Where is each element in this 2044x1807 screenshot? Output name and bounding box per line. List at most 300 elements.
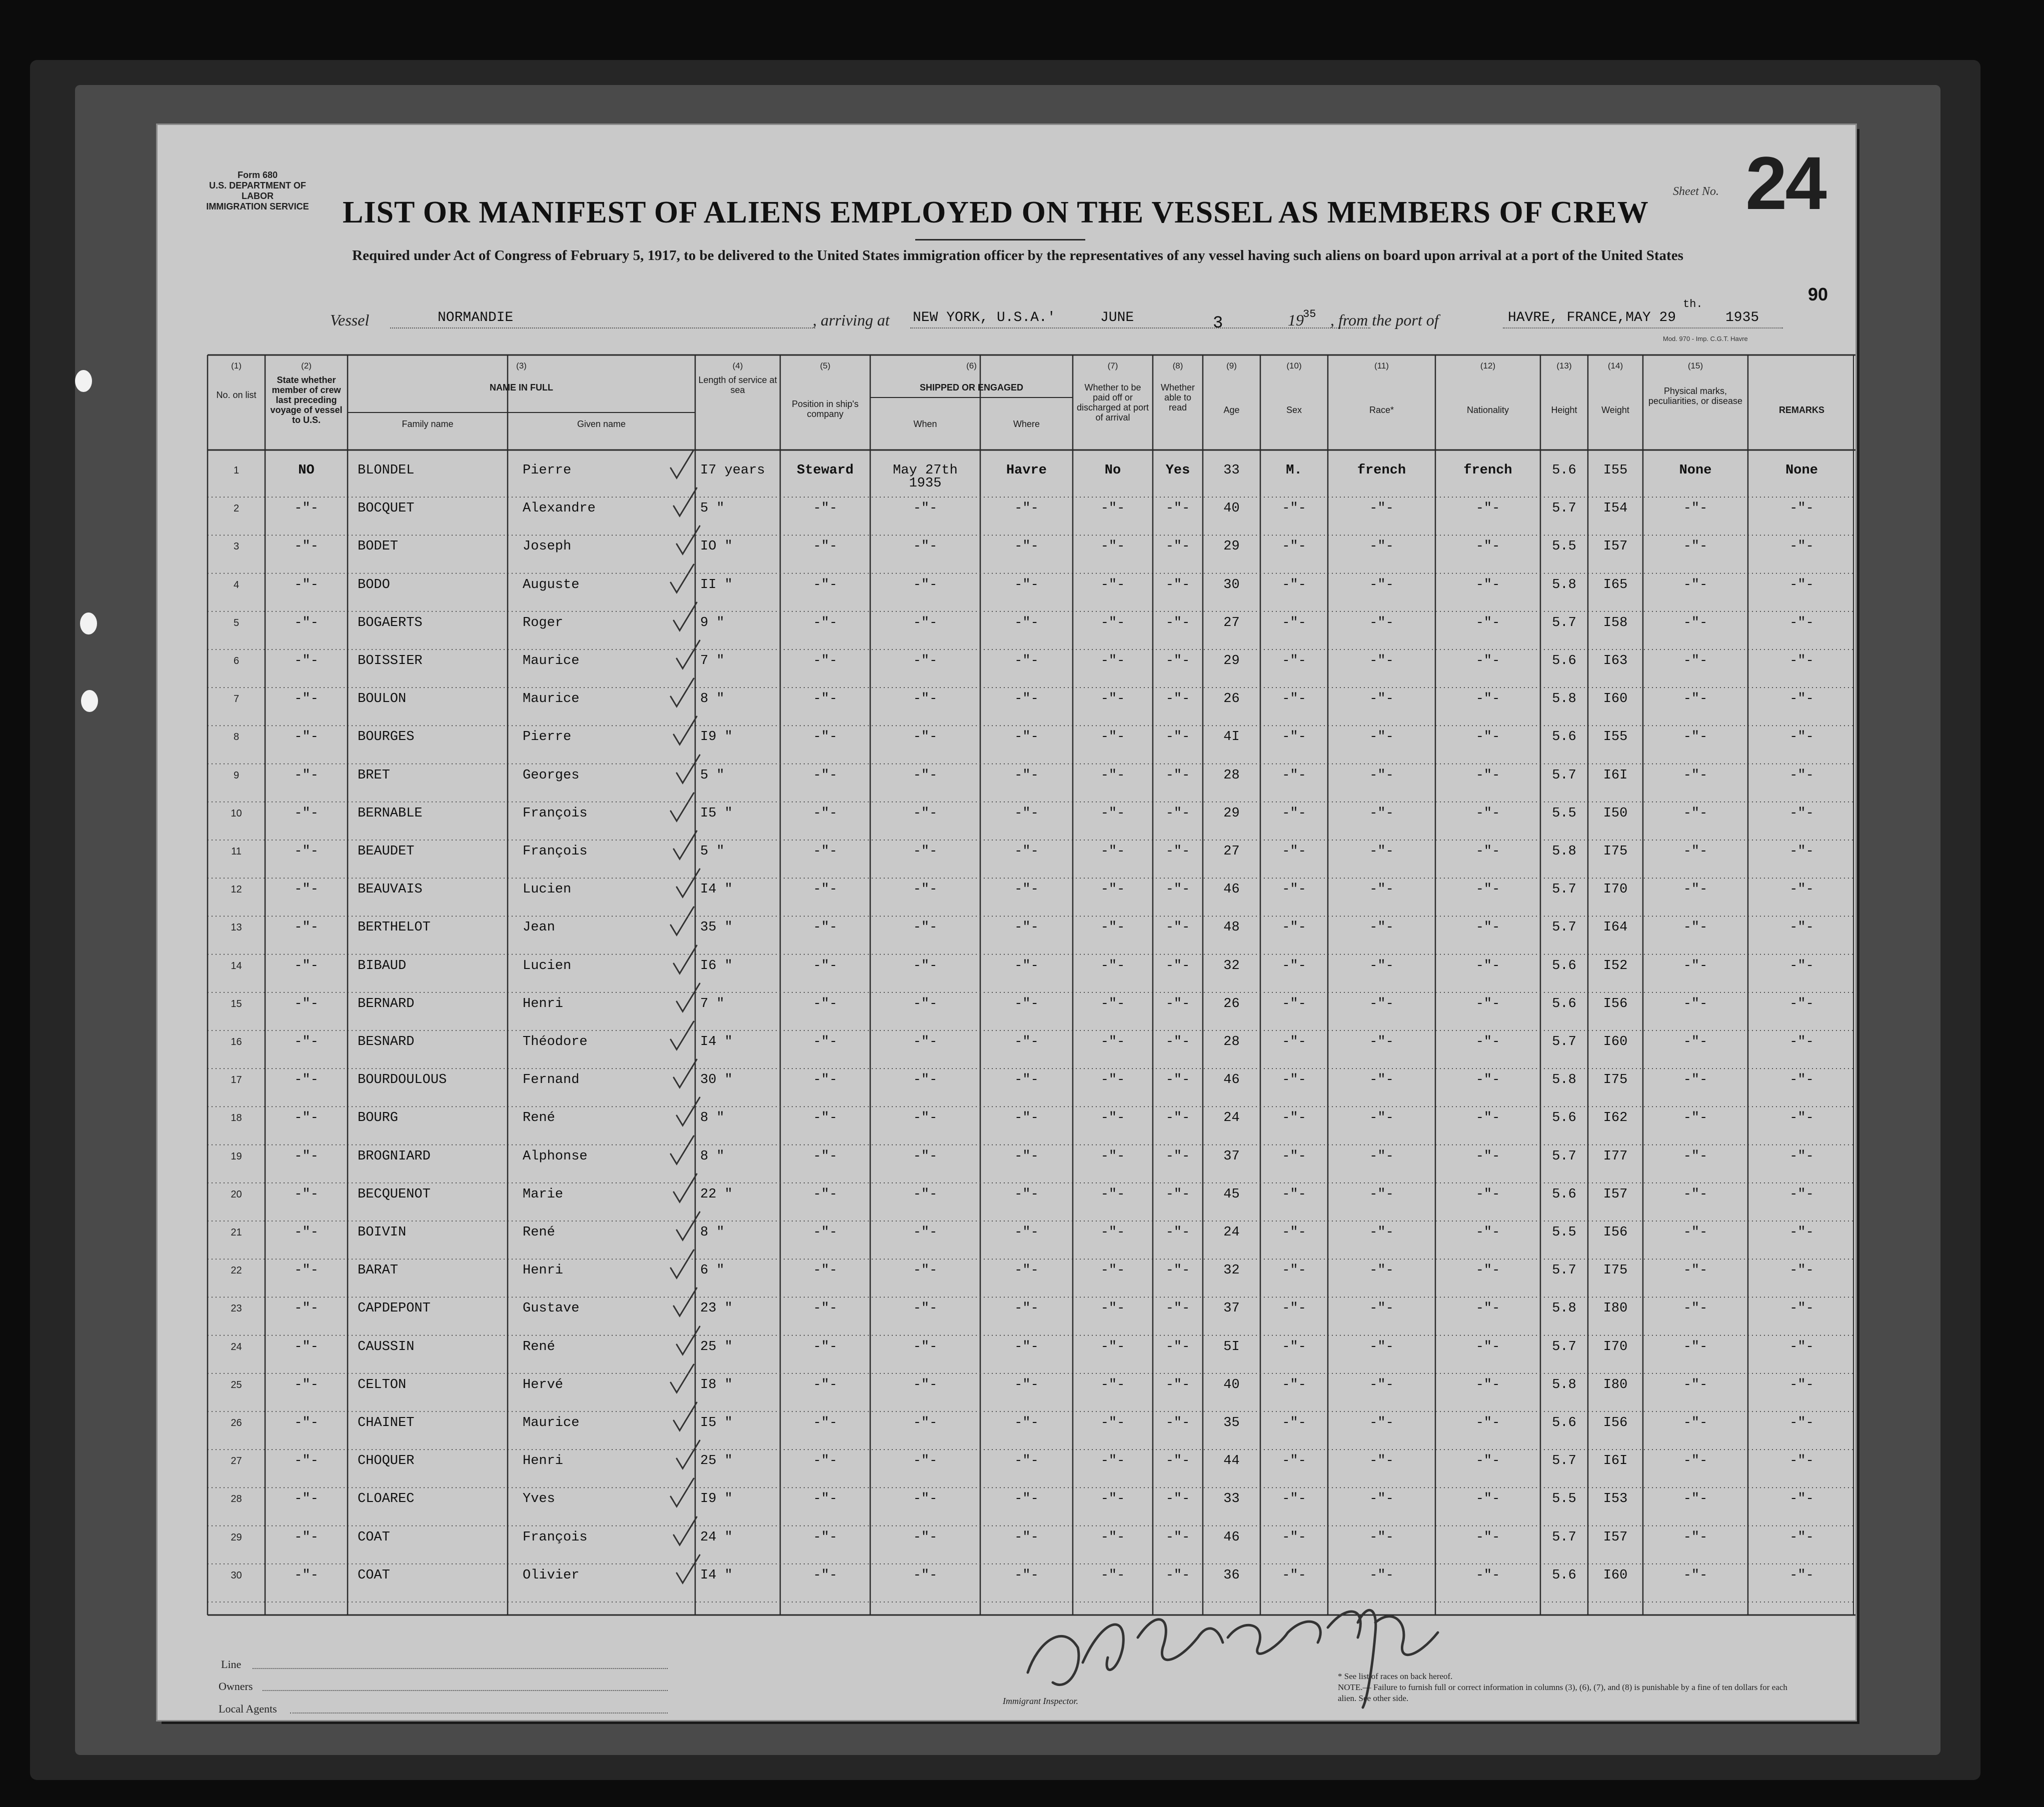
crew-previous-voyage: -"- xyxy=(294,844,319,859)
check-mark xyxy=(668,1476,698,1512)
paid-off: -"- xyxy=(1100,501,1125,516)
column-number-10: (10) xyxy=(1286,361,1302,370)
given-name: François xyxy=(523,844,588,859)
sex: -"- xyxy=(1282,730,1306,745)
crew-previous-voyage: -"- xyxy=(294,577,319,592)
check-mark xyxy=(668,1134,698,1169)
row-number: 27 xyxy=(231,1456,242,1467)
check-mark xyxy=(674,638,704,674)
able-to-read: -"- xyxy=(1165,692,1190,707)
sex: -"- xyxy=(1282,1034,1306,1050)
paid-off: -"- xyxy=(1100,1148,1125,1164)
family-name: BOIVIN xyxy=(358,1225,407,1240)
paid-off: -"- xyxy=(1100,806,1125,821)
length-of-service: II " xyxy=(700,577,733,592)
paid-off: -"- xyxy=(1100,539,1125,554)
column-number-7: (7) xyxy=(1107,361,1118,370)
height: 5.7 xyxy=(1552,768,1576,783)
engaged-where: -"- xyxy=(1014,1416,1039,1430)
able-to-read: -"- xyxy=(1165,615,1190,630)
header-shipped-or-engaged: SHIPPED OR ENGAGED xyxy=(919,382,1024,392)
footer-agents-rule xyxy=(290,1712,668,1714)
family-name: BLONDEL xyxy=(358,463,415,478)
race: -"- xyxy=(1369,996,1394,1012)
physical-marks: -"- xyxy=(1683,1568,1708,1583)
engaged-where: -"- xyxy=(1014,806,1039,821)
physical-marks: -"- xyxy=(1683,1110,1708,1126)
remarks: -"- xyxy=(1789,1225,1814,1240)
able-to-read: -"- xyxy=(1165,844,1190,859)
engaged-where: -"- xyxy=(1014,615,1039,630)
row-number: 30 xyxy=(231,1570,242,1581)
height: 5.6 xyxy=(1552,1416,1576,1430)
paid-off: -"- xyxy=(1100,1377,1125,1392)
column-number-11: (11) xyxy=(1374,361,1389,370)
page-count: 90 xyxy=(1808,284,1828,304)
weight: I55 xyxy=(1603,730,1628,745)
remarks: -"- xyxy=(1789,920,1814,936)
engaged-when: -"- xyxy=(913,1263,938,1278)
departure-date-suffix: th. xyxy=(1683,298,1703,310)
crew-previous-voyage: NO xyxy=(298,463,315,478)
row-number: 29 xyxy=(231,1532,242,1543)
check-mark xyxy=(671,1400,701,1436)
check-mark xyxy=(671,944,701,978)
length-of-service: I6 " xyxy=(700,958,733,974)
length-of-service: 30 " xyxy=(700,1072,733,1088)
remarks: -"- xyxy=(1789,1301,1814,1316)
row-number: 3 xyxy=(233,541,240,552)
given-name: Théodore xyxy=(523,1034,588,1050)
crew-previous-voyage: -"- xyxy=(294,1034,319,1050)
physical-marks: -"- xyxy=(1683,882,1708,898)
able-to-read: -"- xyxy=(1165,1072,1190,1088)
engaged-when: -"- xyxy=(913,1568,938,1583)
row-number: 22 xyxy=(231,1265,242,1276)
engaged-when: -"- xyxy=(913,1377,938,1392)
paid-off: -"- xyxy=(1100,1186,1125,1202)
row-number: 11 xyxy=(231,846,242,857)
crew-previous-voyage: -"- xyxy=(294,692,319,707)
nationality: -"- xyxy=(1475,1110,1500,1126)
weight: I80 xyxy=(1603,1301,1628,1316)
race: -"- xyxy=(1369,730,1394,745)
age: 36 xyxy=(1223,1568,1240,1583)
sex: -"- xyxy=(1282,1148,1306,1164)
arrival-month: JUNE xyxy=(1100,310,1134,326)
engaged-where: -"- xyxy=(1014,1454,1039,1469)
length-of-service: 8 " xyxy=(700,1148,725,1164)
family-name: BOURG xyxy=(358,1110,399,1126)
length-of-service: 24 " xyxy=(700,1530,733,1545)
crew-previous-voyage: -"- xyxy=(294,1186,319,1202)
sex: -"- xyxy=(1282,1568,1306,1583)
remarks: -"- xyxy=(1789,1072,1814,1088)
age: 5I xyxy=(1223,1339,1240,1354)
header-nationality: Nationality xyxy=(1466,405,1509,415)
sex: -"- xyxy=(1282,1339,1306,1354)
race: -"- xyxy=(1369,577,1394,592)
paid-off: -"- xyxy=(1100,654,1125,668)
height: 5.6 xyxy=(1552,1110,1576,1126)
remarks: -"- xyxy=(1789,1110,1814,1126)
engaged-when: -"- xyxy=(913,539,938,554)
paid-off: -"- xyxy=(1100,577,1125,592)
check-mark xyxy=(668,905,698,940)
age: 37 xyxy=(1223,1301,1240,1316)
sex: -"- xyxy=(1282,1225,1306,1240)
column-number-2: (2) xyxy=(301,361,312,370)
row-number: 15 xyxy=(231,998,242,1010)
given-name: Pierre xyxy=(523,463,572,478)
remarks: -"- xyxy=(1789,1416,1814,1430)
paid-off: -"- xyxy=(1100,1339,1125,1354)
length-of-service: I4 " xyxy=(700,1034,733,1050)
race: -"- xyxy=(1369,1339,1394,1354)
paid-off: -"- xyxy=(1100,1072,1125,1088)
age: 27 xyxy=(1223,615,1240,630)
height: 5.7 xyxy=(1552,501,1576,516)
crew-previous-voyage: -"- xyxy=(294,1225,319,1240)
height: 5.6 xyxy=(1552,730,1576,745)
able-to-read: -"- xyxy=(1165,1377,1190,1392)
row-number: 20 xyxy=(231,1188,242,1200)
position: -"- xyxy=(813,539,838,554)
engaged-where: -"- xyxy=(1014,1225,1039,1240)
row-number: 24 xyxy=(231,1341,242,1352)
sheet-label: Sheet No. xyxy=(1673,185,1719,198)
race: -"- xyxy=(1369,1530,1394,1545)
age: 44 xyxy=(1223,1454,1240,1469)
family-name: CELTON xyxy=(358,1377,407,1392)
engaged-where: -"- xyxy=(1014,1186,1039,1202)
remarks: -"- xyxy=(1789,958,1814,974)
engaged-when: -"- xyxy=(913,1186,938,1202)
race: -"- xyxy=(1369,1454,1394,1469)
sex: -"- xyxy=(1282,1377,1306,1392)
physical-marks: -"- xyxy=(1683,768,1708,783)
physical-marks: None xyxy=(1679,463,1712,478)
nationality: -"- xyxy=(1475,1148,1500,1164)
height: 5.6 xyxy=(1552,654,1576,668)
weight: I56 xyxy=(1603,996,1628,1012)
check-mark xyxy=(668,448,698,483)
given-name: Olivier xyxy=(523,1568,580,1583)
engaged-where: -"- xyxy=(1014,577,1039,592)
position: -"- xyxy=(813,920,838,936)
position: -"- xyxy=(813,1072,838,1088)
position: -"- xyxy=(813,768,838,783)
family-name: BEAUDET xyxy=(358,844,415,859)
engaged-when: -"- xyxy=(913,577,938,592)
header-crew-previous-voyage: State whether member of crew last preceding voyage of vessel to U.S. xyxy=(270,375,343,425)
engaged-when: -"- xyxy=(913,1034,938,1050)
position: -"- xyxy=(813,692,838,707)
given-name: Alphonse xyxy=(523,1148,588,1164)
crew-previous-voyage: -"- xyxy=(294,996,319,1012)
length-of-service: 7 " xyxy=(700,996,725,1012)
row-number: 4 xyxy=(233,579,240,590)
engaged-when: -"- xyxy=(913,958,938,974)
form-service: IMMIGRATION SERVICE xyxy=(206,202,309,212)
nationality: -"- xyxy=(1475,958,1500,974)
able-to-read: -"- xyxy=(1165,1454,1190,1469)
crew-previous-voyage: -"- xyxy=(294,958,319,974)
engaged-when: -"- xyxy=(913,1301,938,1316)
given-name: Pierre xyxy=(523,730,572,745)
footer-line-rule xyxy=(253,1668,668,1669)
race: -"- xyxy=(1369,692,1394,707)
engaged-when: -"- xyxy=(913,996,938,1012)
engaged-when: -"- xyxy=(913,1530,938,1545)
crew-previous-voyage: -"- xyxy=(294,1110,319,1126)
nationality: -"- xyxy=(1475,730,1500,745)
able-to-read: -"- xyxy=(1165,1034,1190,1050)
engaged-where: Havre xyxy=(1006,463,1047,478)
nationality: -"- xyxy=(1475,806,1500,821)
height: 5.7 xyxy=(1552,920,1576,936)
check-mark xyxy=(674,982,704,1016)
weight: I65 xyxy=(1603,577,1628,592)
physical-marks: -"- xyxy=(1683,539,1708,554)
able-to-read: -"- xyxy=(1165,882,1190,898)
paid-off: -"- xyxy=(1100,996,1125,1012)
nationality: -"- xyxy=(1475,1072,1500,1088)
length-of-service: I4 " xyxy=(700,1568,733,1583)
nationality: -"- xyxy=(1475,768,1500,783)
length-of-service: I7 years xyxy=(700,463,765,478)
family-name: BODET xyxy=(358,539,399,554)
sex: -"- xyxy=(1282,806,1306,821)
length-of-service: I4 " xyxy=(700,882,733,898)
remarks: -"- xyxy=(1789,1034,1814,1050)
row-number: 1 xyxy=(233,465,240,476)
crew-previous-voyage: -"- xyxy=(294,768,319,783)
physical-marks: -"- xyxy=(1683,958,1708,974)
given-name: René xyxy=(523,1339,555,1354)
race: -"- xyxy=(1369,1301,1394,1316)
engaged-when: -"- xyxy=(913,1416,938,1430)
check-mark xyxy=(674,867,704,902)
race: -"- xyxy=(1369,615,1394,630)
age: 30 xyxy=(1223,577,1240,592)
nationality: french xyxy=(1463,463,1512,478)
row-number: 25 xyxy=(231,1379,242,1390)
age: 29 xyxy=(1223,539,1240,554)
footer-owners-label: Owners xyxy=(219,1680,253,1692)
race: -"- xyxy=(1369,1110,1394,1126)
height: 5.5 xyxy=(1552,806,1576,821)
race: -"- xyxy=(1369,1072,1394,1088)
position: Steward xyxy=(797,463,854,478)
paid-off: -"- xyxy=(1100,1530,1125,1545)
race: -"- xyxy=(1369,1416,1394,1430)
position: -"- xyxy=(813,806,838,821)
position: -"- xyxy=(813,501,838,516)
race: -"- xyxy=(1369,501,1394,516)
physical-marks: -"- xyxy=(1683,501,1708,516)
able-to-read: -"- xyxy=(1165,1568,1190,1583)
length-of-service: 8 " xyxy=(700,692,725,707)
column-number-9: (9) xyxy=(1226,361,1237,370)
able-to-read: -"- xyxy=(1165,1492,1190,1507)
age: 46 xyxy=(1223,882,1240,898)
length-of-service: 5 " xyxy=(700,501,725,516)
family-name: CAPDEPONT xyxy=(358,1301,431,1316)
nationality: -"- xyxy=(1475,1530,1500,1545)
header-physical-marks: Physical marks, peculiarities, or disease xyxy=(1648,386,1743,406)
able-to-read: -"- xyxy=(1165,577,1190,592)
able-to-read: -"- xyxy=(1165,958,1190,974)
given-name: René xyxy=(523,1110,555,1126)
physical-marks: -"- xyxy=(1683,577,1708,592)
engaged-when: -"- xyxy=(913,844,938,859)
header-position: Position in ship's company xyxy=(792,399,859,419)
crew-previous-voyage: -"- xyxy=(294,1148,319,1164)
row-number: 28 xyxy=(231,1494,242,1505)
race: -"- xyxy=(1369,882,1394,898)
physical-marks: -"- xyxy=(1683,996,1708,1012)
race: -"- xyxy=(1369,768,1394,783)
family-name: BROGNIARD xyxy=(358,1148,431,1164)
engaged-where: -"- xyxy=(1014,692,1039,707)
engaged-where: -"- xyxy=(1014,1263,1039,1278)
nationality: -"- xyxy=(1475,1186,1500,1202)
position: -"- xyxy=(813,730,838,745)
position: -"- xyxy=(813,1377,838,1392)
able-to-read: -"- xyxy=(1165,1110,1190,1126)
crew-previous-voyage: -"- xyxy=(294,1072,319,1088)
check-mark xyxy=(674,1553,704,1588)
engaged-when: -"- xyxy=(913,806,938,821)
physical-marks: -"- xyxy=(1683,1263,1708,1278)
age: 33 xyxy=(1223,1492,1240,1507)
nationality: -"- xyxy=(1475,844,1500,859)
height: 5.5 xyxy=(1552,1225,1576,1240)
remarks: -"- xyxy=(1789,806,1814,821)
row-number: 7 xyxy=(233,694,240,705)
given-name: Roger xyxy=(523,615,564,630)
given-name: René xyxy=(523,1225,555,1240)
row-number: 13 xyxy=(231,922,242,934)
physical-marks: -"- xyxy=(1683,615,1708,630)
check-mark xyxy=(668,676,698,712)
family-name: BOCQUET xyxy=(358,501,415,516)
physical-marks: -"- xyxy=(1683,920,1708,936)
remarks: -"- xyxy=(1789,692,1814,707)
sex: -"- xyxy=(1282,1416,1306,1430)
position: -"- xyxy=(813,615,838,630)
age: 40 xyxy=(1223,1377,1240,1392)
remarks: -"- xyxy=(1789,844,1814,859)
remarks: -"- xyxy=(1789,996,1814,1012)
nationality: -"- xyxy=(1475,1492,1500,1507)
physical-marks: -"- xyxy=(1683,692,1708,707)
header-height: Height xyxy=(1551,405,1577,415)
nationality: -"- xyxy=(1475,539,1500,554)
height: 5.7 xyxy=(1552,1339,1576,1354)
height: 5.8 xyxy=(1552,844,1576,859)
check-mark xyxy=(671,600,701,636)
engaged-when: -"- xyxy=(913,615,938,630)
row-number: 23 xyxy=(231,1303,242,1314)
nationality: -"- xyxy=(1475,1377,1500,1392)
nationality: -"- xyxy=(1475,577,1500,592)
weight: I57 xyxy=(1603,1186,1628,1202)
crew-previous-voyage: -"- xyxy=(294,615,319,630)
position: -"- xyxy=(813,1225,838,1240)
position: -"- xyxy=(813,654,838,668)
arrival-day: 3 xyxy=(1213,314,1223,333)
departure-year: 1935 xyxy=(1725,310,1759,326)
race: -"- xyxy=(1369,844,1394,859)
height: 5.6 xyxy=(1552,1568,1576,1583)
sex: -"- xyxy=(1282,882,1306,898)
family-name: BARAT xyxy=(358,1263,399,1278)
crew-previous-voyage: -"- xyxy=(294,654,319,668)
check-mark xyxy=(674,524,704,559)
check-mark xyxy=(671,1515,701,1550)
remarks: -"- xyxy=(1789,1530,1814,1545)
check-mark xyxy=(674,1324,704,1360)
given-name: Marie xyxy=(523,1186,564,1202)
remarks: -"- xyxy=(1789,1454,1814,1469)
given-name: Maurice xyxy=(523,1416,580,1430)
given-name: François xyxy=(523,1530,588,1545)
engaged-where: -"- xyxy=(1014,1377,1039,1392)
engaged-where: -"- xyxy=(1014,1148,1039,1164)
check-mark xyxy=(668,1362,698,1398)
nationality: -"- xyxy=(1475,615,1500,630)
row-number: 10 xyxy=(231,808,242,819)
age: 45 xyxy=(1223,1186,1240,1202)
sex: -"- xyxy=(1282,920,1306,936)
row-number: 21 xyxy=(231,1227,242,1238)
header-where: Where xyxy=(1013,419,1040,429)
weight: I57 xyxy=(1603,539,1628,554)
engaged-when: -"- xyxy=(913,730,938,745)
length-of-service: I8 " xyxy=(700,1377,733,1392)
remarks: None xyxy=(1785,463,1818,478)
sheet-number: 24 xyxy=(1745,141,1825,225)
remarks: -"- xyxy=(1789,1568,1814,1583)
length-of-service: I5 " xyxy=(700,1416,733,1430)
age: 32 xyxy=(1223,958,1240,974)
crew-previous-voyage: -"- xyxy=(294,1416,319,1430)
height: 5.7 xyxy=(1552,1263,1576,1278)
engaged-where: -"- xyxy=(1014,882,1039,898)
paid-off: -"- xyxy=(1100,615,1125,630)
race: -"- xyxy=(1369,920,1394,936)
age: 29 xyxy=(1223,654,1240,668)
arriving-label: , arriving at xyxy=(813,311,890,329)
from-label: , from the port of xyxy=(1330,311,1439,329)
weight: I53 xyxy=(1603,1492,1628,1507)
sex: -"- xyxy=(1282,1454,1306,1469)
position: -"- xyxy=(813,1530,838,1545)
manifest-subtitle: Required under Act of Congress of February 5, 1917, to be delivered to the United States immigration officer by the representatives of any vessel having such aliens on board upon arrival at a port of the United States xyxy=(352,248,1683,264)
height: 5.7 xyxy=(1552,882,1576,898)
remarks: -"- xyxy=(1789,1377,1814,1392)
engaged-year: 1935 xyxy=(909,476,942,491)
column-number-4: (4) xyxy=(732,361,743,370)
length-of-service: 6 " xyxy=(700,1263,725,1278)
age: 40 xyxy=(1223,501,1240,516)
race: -"- xyxy=(1369,1492,1394,1507)
sex: -"- xyxy=(1282,539,1306,554)
nationality: -"- xyxy=(1475,1568,1500,1583)
given-name: Maurice xyxy=(523,654,580,668)
